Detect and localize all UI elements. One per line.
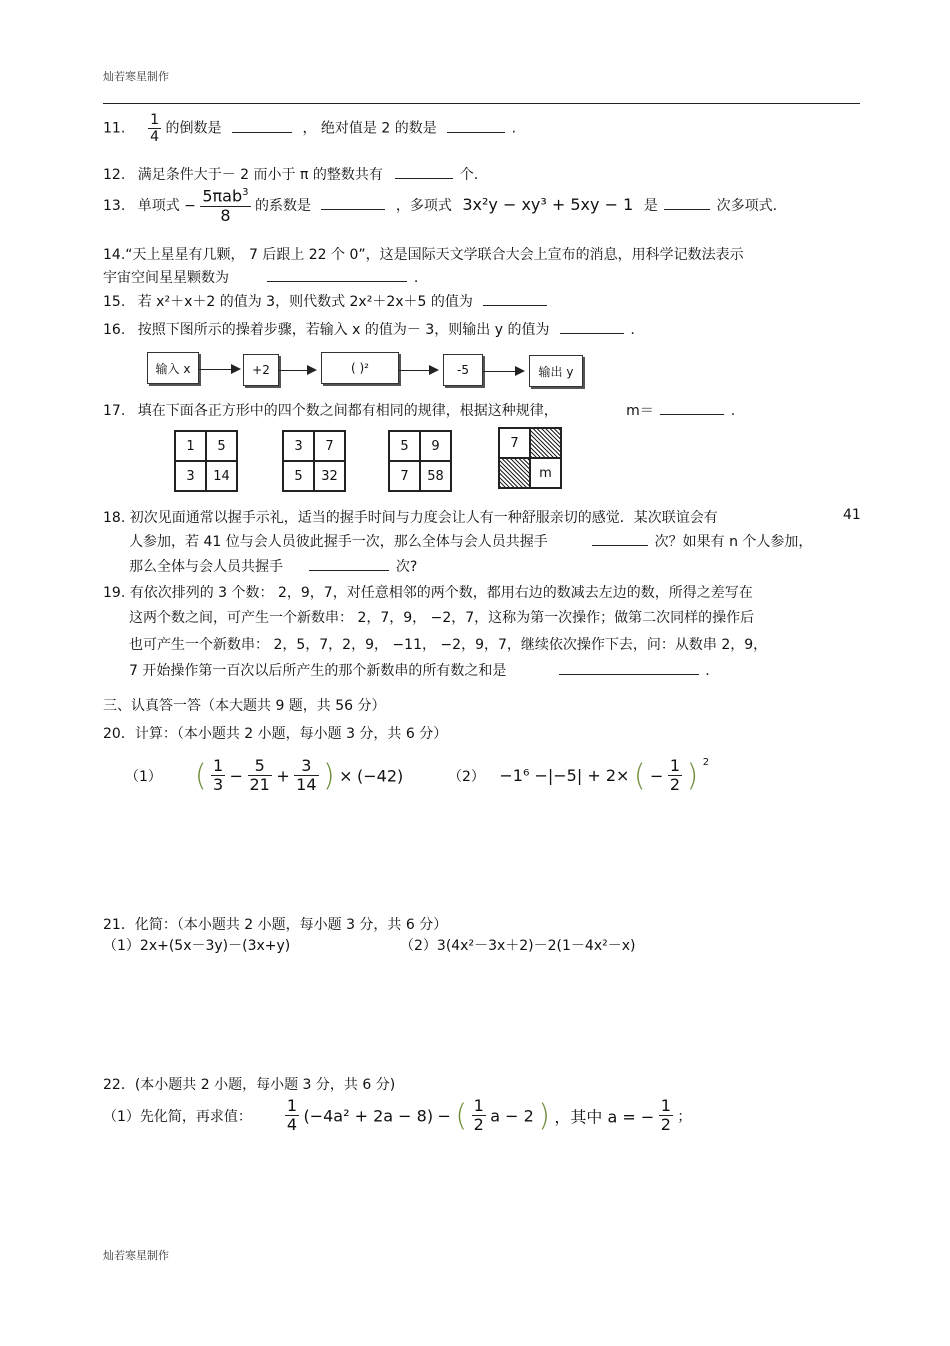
q11-end: . bbox=[511, 120, 517, 137]
q18-blank1 bbox=[592, 531, 648, 546]
square-1-bottom-left: 3 bbox=[175, 461, 206, 491]
question-18-line1: 18. 初次见面通常以握手示礼，适当的握手时间与力度会让人有一种舒服亲切的感觉．某次联谊会有 bbox=[103, 510, 718, 526]
q20-p2-label: （2） bbox=[448, 768, 485, 785]
q13-text1: 单项式 − bbox=[137, 198, 196, 215]
question-19-line3: 也可产生一个新数串： 2，5，7，2，9， −11， −2，9，7，继续依次操作下去，问：从数串 2，9， bbox=[129, 637, 768, 653]
q16-blank bbox=[560, 319, 624, 334]
q12-number: 12. bbox=[103, 167, 126, 183]
square-2-top-right: 7 bbox=[314, 431, 345, 461]
q17-number: 17. bbox=[103, 403, 126, 419]
question-21-title: 21．化简：（本小题共 2 小题，每小题 3 分，共 6 分） bbox=[103, 917, 448, 933]
q18-line2b: 次？如果有 n 个人参加， bbox=[654, 534, 813, 550]
flow-plus2-box: +2 bbox=[243, 354, 279, 386]
q15-blank bbox=[483, 291, 547, 306]
question-11 bbox=[103, 112, 516, 145]
q18-line3b: 次? bbox=[395, 559, 418, 575]
question-19-line1: 19. 有依次排列的 3 个数： 2，9，7，对任意相邻的两个数，都用右边的数减去左边的数，所得之差写在 bbox=[103, 585, 753, 601]
flow-input-box: 输入 x bbox=[147, 352, 199, 384]
square-1-top-right: 5 bbox=[206, 431, 237, 461]
q13-text2: 的系数是 bbox=[254, 198, 311, 215]
q11-blank1 bbox=[232, 118, 292, 133]
footer-maker: 灿若寒星制作 bbox=[103, 1249, 169, 1262]
square-4-bottom-right: m bbox=[530, 458, 561, 488]
q11-fraction bbox=[148, 112, 161, 145]
left-paren-icon: ( bbox=[194, 758, 207, 794]
q20-part1: （1） ( $\frac{1}{3}$ − $\frac{5}{21}$ + $\frac{3}{14}$ ) × (−42) bbox=[125, 756, 404, 795]
square-4-hatched-bottom-left bbox=[499, 458, 530, 488]
q22-inner2: a − 2 bbox=[490, 1106, 534, 1126]
q20-p1-frac2-num: 5 bbox=[248, 757, 272, 776]
q14-end: . bbox=[413, 270, 419, 286]
q22-p1-label: （1）先化简，再求值： bbox=[103, 1108, 252, 1125]
square-3 bbox=[388, 430, 452, 492]
question-15 bbox=[103, 291, 547, 311]
q20-p2-frac-den: 2 bbox=[669, 775, 681, 795]
q20-p1-frac2-den: 21 bbox=[249, 775, 270, 795]
q12-text: 满足条件大于－ 2 而小于 π 的整数共有 bbox=[137, 167, 383, 183]
q13-polynomial: 3x²y − xy³ + 5xy − 1 bbox=[462, 195, 634, 215]
q18-line2a: 人参加，若 41 位与会人员彼此握手一次，那么全体与会人员共握手 bbox=[129, 534, 548, 550]
q14-blank bbox=[267, 267, 407, 282]
q13-frac-num: 5πab bbox=[202, 186, 243, 206]
q20-p1-frac3-den: 14 bbox=[296, 775, 317, 795]
q19-end: . bbox=[705, 663, 710, 679]
square-2-top-left: 3 bbox=[283, 431, 314, 461]
q22-frac1-den: 4 bbox=[286, 1115, 298, 1135]
question-18-line1-end: 41 bbox=[843, 507, 861, 523]
q22-inner1: (−4a² + 2a − 8) bbox=[303, 1106, 434, 1126]
q22-frac3-den: 2 bbox=[660, 1115, 671, 1135]
question-18-line3 bbox=[129, 556, 417, 576]
square-2 bbox=[282, 430, 346, 492]
q13-number: 13. bbox=[103, 198, 126, 215]
right-paren-icon: ) bbox=[322, 758, 335, 794]
square-2-bottom-left: 5 bbox=[283, 461, 314, 491]
left-paren-icon: ( bbox=[633, 758, 646, 794]
q20-p1-frac1-den: 3 bbox=[213, 775, 224, 795]
square-4 bbox=[498, 427, 562, 489]
q22-semicolon: ； bbox=[677, 1108, 692, 1125]
q12-blank bbox=[395, 164, 453, 179]
square-3-bottom-left: 7 bbox=[389, 461, 420, 491]
q17-m-label: m＝ bbox=[626, 403, 654, 419]
q22-where: ，其中 a = − bbox=[554, 1107, 655, 1127]
flow-minus5-box: -5 bbox=[443, 354, 483, 386]
q11-text1: 的倒数是 bbox=[165, 120, 222, 137]
question-18-line2 bbox=[129, 531, 812, 551]
square-1-top-left: 1 bbox=[175, 431, 206, 461]
q16-number: 16. bbox=[103, 322, 126, 338]
q20-p1-label: （1） bbox=[125, 768, 162, 785]
square-3-top-left: 5 bbox=[389, 431, 420, 461]
header-maker: 灿若寒星制作 bbox=[103, 70, 169, 83]
q20-p2-frac bbox=[668, 757, 682, 795]
q22-frac2-den: 2 bbox=[473, 1115, 484, 1135]
flow-arrow-1 bbox=[199, 369, 239, 370]
q13-text5: 次多项式. bbox=[716, 198, 778, 215]
q19-blank bbox=[559, 660, 699, 675]
q22-frac2 bbox=[472, 1097, 486, 1135]
q20-p1-frac3 bbox=[294, 757, 318, 795]
q15-text: 若 x²＋x＋2 的值为 3，则代数式 2x²＋2x＋5 的值为 bbox=[137, 294, 473, 310]
question-22-title: 22．(本小题共 2 小题，每小题 3 分，共 6 分) bbox=[103, 1077, 396, 1093]
q20-p1-frac1-num: 1 bbox=[213, 756, 224, 775]
square-1-bottom-right: 14 bbox=[206, 461, 237, 491]
q13-frac-sup: 3 bbox=[242, 187, 249, 198]
square-4-top-left: 7 bbox=[499, 428, 530, 458]
q18-blank2 bbox=[309, 556, 389, 571]
question-20-title: 20．计算：（本小题共 2 小题，每小题 3 分，共 6 分） bbox=[103, 726, 448, 742]
flow-arrow-2 bbox=[279, 370, 315, 371]
q17-text: 填在下面各正方形中的四个数之间都有相同的规律，根据这种规律， bbox=[137, 403, 558, 419]
q11-number: 11. bbox=[103, 120, 126, 137]
right-paren-icon: ) bbox=[538, 1098, 550, 1134]
q16-end: . bbox=[630, 322, 635, 338]
q13-blank1 bbox=[321, 195, 385, 210]
square-1 bbox=[174, 430, 238, 492]
q11-blank2 bbox=[447, 118, 505, 133]
right-paren-icon: ) bbox=[686, 758, 699, 794]
q11-text2: ， 绝对值是 2 的数是 bbox=[302, 120, 437, 137]
q20-p1-frac2 bbox=[248, 757, 272, 795]
header-rule bbox=[103, 103, 860, 104]
q20-p1-frac1 bbox=[211, 757, 225, 795]
q20-p2-frac-num: 1 bbox=[669, 756, 681, 775]
square-2-bottom-right: 32 bbox=[314, 461, 345, 491]
q22-frac1-num: 1 bbox=[286, 1096, 298, 1115]
q13-fraction bbox=[200, 187, 250, 225]
q12-end: 个. bbox=[459, 167, 479, 183]
q20-p1-multiply: × bbox=[339, 766, 353, 786]
question-19-line4 bbox=[129, 660, 710, 680]
q22-part1 bbox=[103, 1097, 691, 1135]
q20-p1-frac3-num: 3 bbox=[294, 757, 318, 776]
q20-p2-exponent: 2 bbox=[702, 757, 710, 768]
q22-frac1 bbox=[285, 1097, 299, 1135]
q15-number: 15. bbox=[103, 294, 126, 310]
square-3-top-right: 9 bbox=[420, 431, 451, 461]
question-13 bbox=[103, 187, 777, 225]
q13-blank2 bbox=[664, 195, 710, 210]
q13-text4: 是 bbox=[643, 198, 658, 215]
q22-minus: − bbox=[437, 1106, 451, 1126]
q17-end: . bbox=[730, 403, 736, 419]
question-12 bbox=[103, 164, 478, 184]
q21-part1: （1）2x+(5x－3y)－(3x+y) bbox=[103, 938, 291, 954]
question-16 bbox=[103, 319, 635, 339]
flow-output-box: 输出 y bbox=[529, 355, 583, 387]
q22-frac3-num: 1 bbox=[660, 1096, 671, 1115]
q20-p1-value: (−42) bbox=[357, 766, 404, 786]
square-3-bottom-right: 58 bbox=[420, 461, 451, 491]
q14-line2-text: 宇宙空间星星颗数为 bbox=[103, 270, 229, 286]
q22-frac3 bbox=[659, 1097, 673, 1135]
q11-frac-num: 1 bbox=[150, 112, 160, 128]
q20-p2-expression: −1⁶ −|−5| + 2× bbox=[499, 766, 630, 786]
question-14-line2 bbox=[103, 267, 418, 287]
question-17 bbox=[103, 400, 735, 420]
q13-frac-den: 8 bbox=[220, 205, 231, 225]
section-3-title: 三、认真答一答（本大题共 9 题，共 56 分） bbox=[103, 698, 386, 714]
q13-text3: ，多项式 bbox=[395, 198, 452, 215]
q11-frac-den: 4 bbox=[150, 129, 160, 146]
question-19-line2: 这两个数之间，可产生一个新数串： 2，7，9， −2，7，这称为第一次操作；做第二次同样的操作后 bbox=[129, 610, 755, 626]
flow-square-box: ( )² bbox=[321, 352, 399, 384]
q18-line3a: 那么全体与会人员共握手 bbox=[129, 559, 283, 575]
q17-blank bbox=[660, 400, 724, 415]
q22-frac2-num: 1 bbox=[473, 1096, 484, 1115]
left-paren-icon: ( bbox=[455, 1098, 468, 1134]
flow-arrow-3 bbox=[399, 370, 437, 371]
question-14-line1: 14.“天上星星有几颗， 7 后跟上 22 个 0”，这是国际天文学联合大会上宣布的消息，用科学记数法表示 bbox=[103, 247, 744, 263]
q21-part2: （2）3(4x²－3x＋2)－2(1－4x²－x) bbox=[400, 938, 636, 954]
q16-text: 按照下图所示的操着步骤，若输入 x 的值为－ 3，则输出 y 的值为 bbox=[137, 322, 550, 338]
q20-part2: （2） −1⁶ −|−5| + 2× ( − $\frac{1}{2}$ ) $^2$ bbox=[448, 756, 710, 795]
q19-line4-text: 7 开始操作第一百次以后所产生的那个新数串的所有数之和是 bbox=[129, 663, 507, 679]
square-4-hatched-top-right bbox=[530, 428, 561, 458]
flow-arrow-4 bbox=[483, 371, 523, 372]
